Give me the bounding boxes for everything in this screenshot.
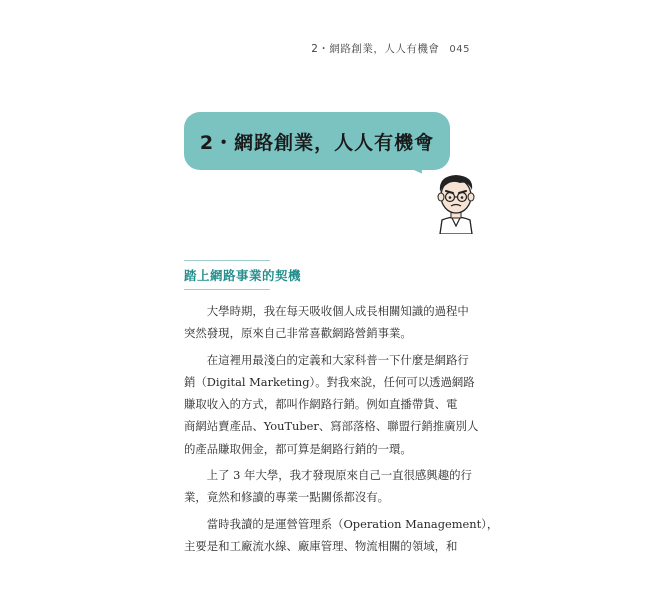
text-line: 商網站賣產品、YouTuber、寫部落格、聯盟行銷推廣別人 (184, 419, 479, 434)
running-header-chapter: 2・網路創業，人人有機會 (311, 43, 440, 55)
paragraph (184, 349, 480, 460)
section-heading (184, 260, 302, 290)
text-line: 大學時期，我在每天吸收個人成長相關知識的過程中 (184, 304, 469, 318)
page-number: 045 (449, 44, 470, 55)
paragraph (184, 513, 499, 558)
cartoon-man-avatar-icon (432, 172, 480, 234)
text-line: 突然發現，原來自己非常喜歡網路營銷事業。 (184, 326, 412, 341)
paragraph (184, 464, 480, 509)
body-text (184, 300, 499, 561)
text-line: 銷（Digital Marketing）。對我來說，任何可以透過網路 (184, 374, 475, 389)
section-title: 踏上網路事業的契機 (184, 268, 302, 283)
paragraph (184, 300, 480, 345)
text-line: 在這裡用最淺白的定義和大家科普一下什麼是網路行 (184, 352, 469, 367)
text-line: 主要是和工廠流水線、廠庫管理、物流相關的領域，和 (184, 538, 458, 553)
text-line: 上了 3 年大學，我才發現原來自己一直很感興趣的行 (184, 468, 472, 483)
text-line: 賺取收入的方式，都叫作網路行銷。例如直播帶貨、電 (184, 397, 458, 412)
running-header (311, 41, 470, 56)
chapter-title: 2・網路創業，人人有機會 (199, 131, 435, 154)
text-line: 的產品賺取佣金，都可算是網路行銷的一環。 (184, 441, 412, 456)
text-line: 業，竟然和修讀的專業一點關係都沒有。 (184, 490, 390, 505)
text-line: 當時我讀的是運營管理系（Operation Management）， (184, 516, 499, 531)
